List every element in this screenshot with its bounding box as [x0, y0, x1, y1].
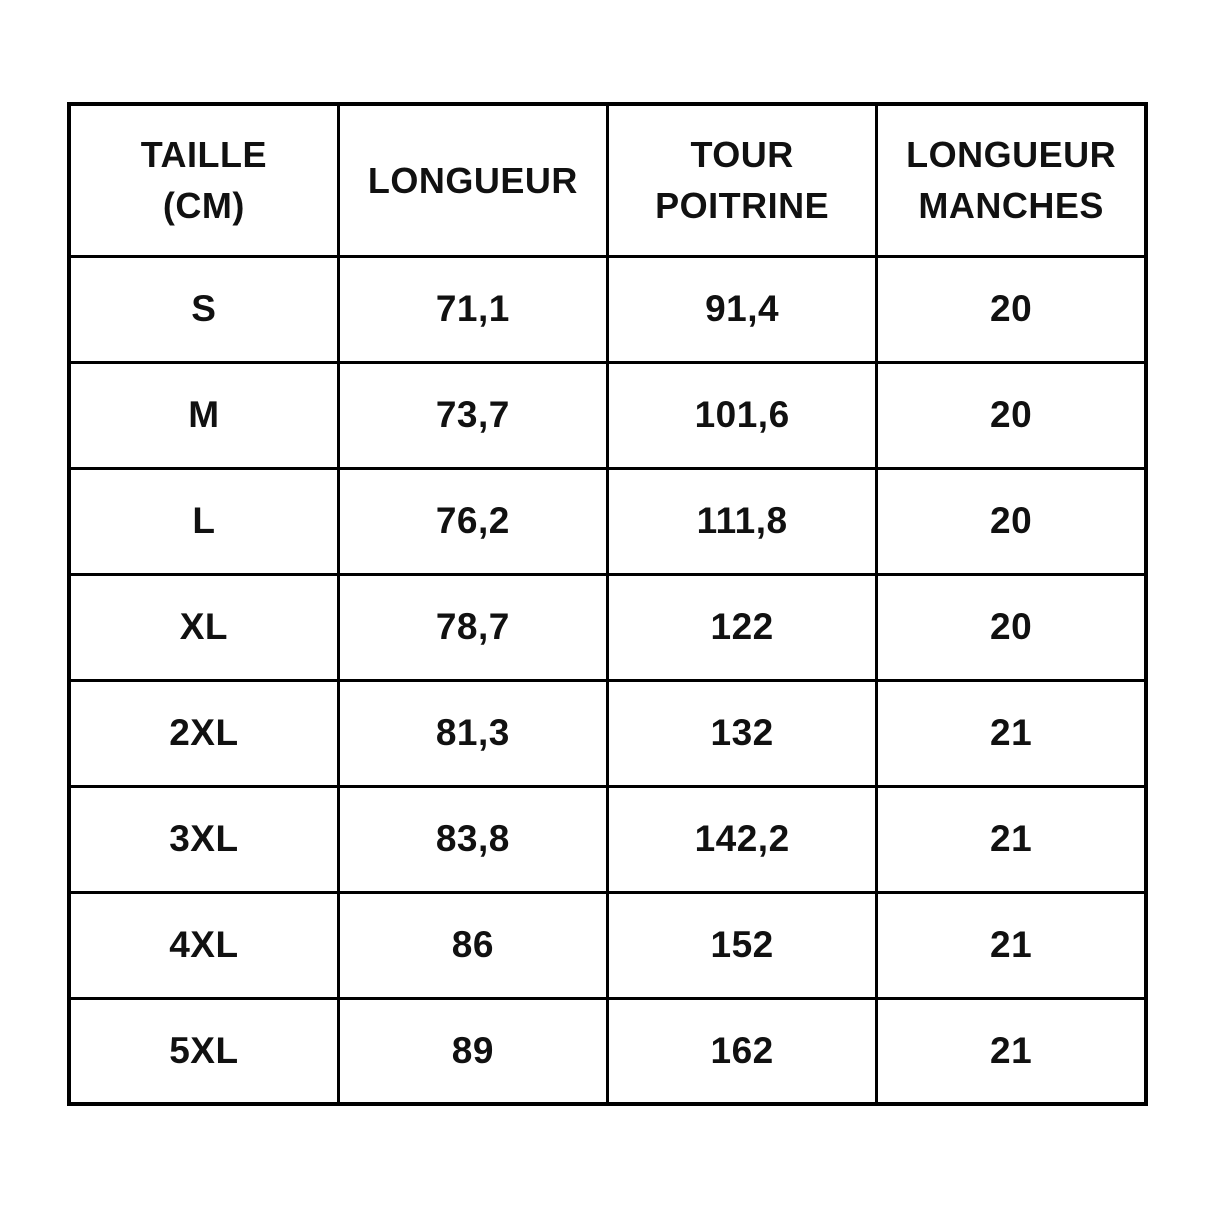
- header-line: MANCHES: [918, 185, 1104, 227]
- tour-poitrine-cell: 152: [608, 892, 877, 998]
- longueur-cell: 76,2: [338, 468, 607, 574]
- size-cell: L: [69, 468, 338, 574]
- tour-poitrine-cell: 132: [608, 680, 877, 786]
- header-row: [69, 104, 1146, 256]
- longueur-manches-cell: 20: [877, 256, 1146, 362]
- longueur-cell: 71,1: [338, 256, 607, 362]
- size-chart-table: [67, 102, 1148, 1106]
- longueur-manches-cell: 20: [877, 468, 1146, 574]
- size-cell: 2XL: [69, 680, 338, 786]
- header-line: LONGUEUR: [906, 134, 1117, 176]
- table-row-2xl: [69, 680, 1146, 786]
- longueur-cell: 73,7: [338, 362, 607, 468]
- column-header-longueur-manches: [877, 104, 1146, 256]
- header-line: LONGUEUR: [367, 159, 578, 201]
- column-header-taille-cm: [69, 104, 338, 256]
- header-line: POITRINE: [655, 185, 830, 227]
- header-line: TOUR: [690, 134, 794, 176]
- size-cell: XL: [69, 574, 338, 680]
- size-cell: 5XL: [69, 998, 338, 1104]
- table-row-3xl: [69, 786, 1146, 892]
- longueur-cell: 78,7: [338, 574, 607, 680]
- longueur-manches-cell: 21: [877, 786, 1146, 892]
- tour-poitrine-cell: 101,6: [608, 362, 877, 468]
- table-row-l: [69, 468, 1146, 574]
- longueur-manches-cell: 20: [877, 362, 1146, 468]
- tour-poitrine-cell: 142,2: [608, 786, 877, 892]
- table-row-s: [69, 256, 1146, 362]
- column-header-longueur: [338, 104, 607, 256]
- column-header-tour-poitrine: [608, 104, 877, 256]
- table-row-xl: [69, 574, 1146, 680]
- longueur-cell: 83,8: [338, 786, 607, 892]
- table-row-4xl: [69, 892, 1146, 998]
- longueur-manches-cell: 21: [877, 998, 1146, 1104]
- size-cell: 3XL: [69, 786, 338, 892]
- header-line: (CM): [162, 185, 245, 227]
- longueur-manches-cell: 20: [877, 574, 1146, 680]
- size-cell: M: [69, 362, 338, 468]
- tour-poitrine-cell: 162: [608, 998, 877, 1104]
- size-cell: 4XL: [69, 892, 338, 998]
- longueur-cell: 86: [338, 892, 607, 998]
- tour-poitrine-cell: 122: [608, 574, 877, 680]
- tour-poitrine-cell: 111,8: [608, 468, 877, 574]
- longueur-manches-cell: 21: [877, 680, 1146, 786]
- longueur-manches-cell: 21: [877, 892, 1146, 998]
- longueur-cell: 89: [338, 998, 607, 1104]
- longueur-cell: 81,3: [338, 680, 607, 786]
- header-line: TAILLE: [140, 134, 268, 176]
- table-row-m: [69, 362, 1146, 468]
- size-cell: S: [69, 256, 338, 362]
- tour-poitrine-cell: 91,4: [608, 256, 877, 362]
- table-row-5xl: [69, 998, 1146, 1104]
